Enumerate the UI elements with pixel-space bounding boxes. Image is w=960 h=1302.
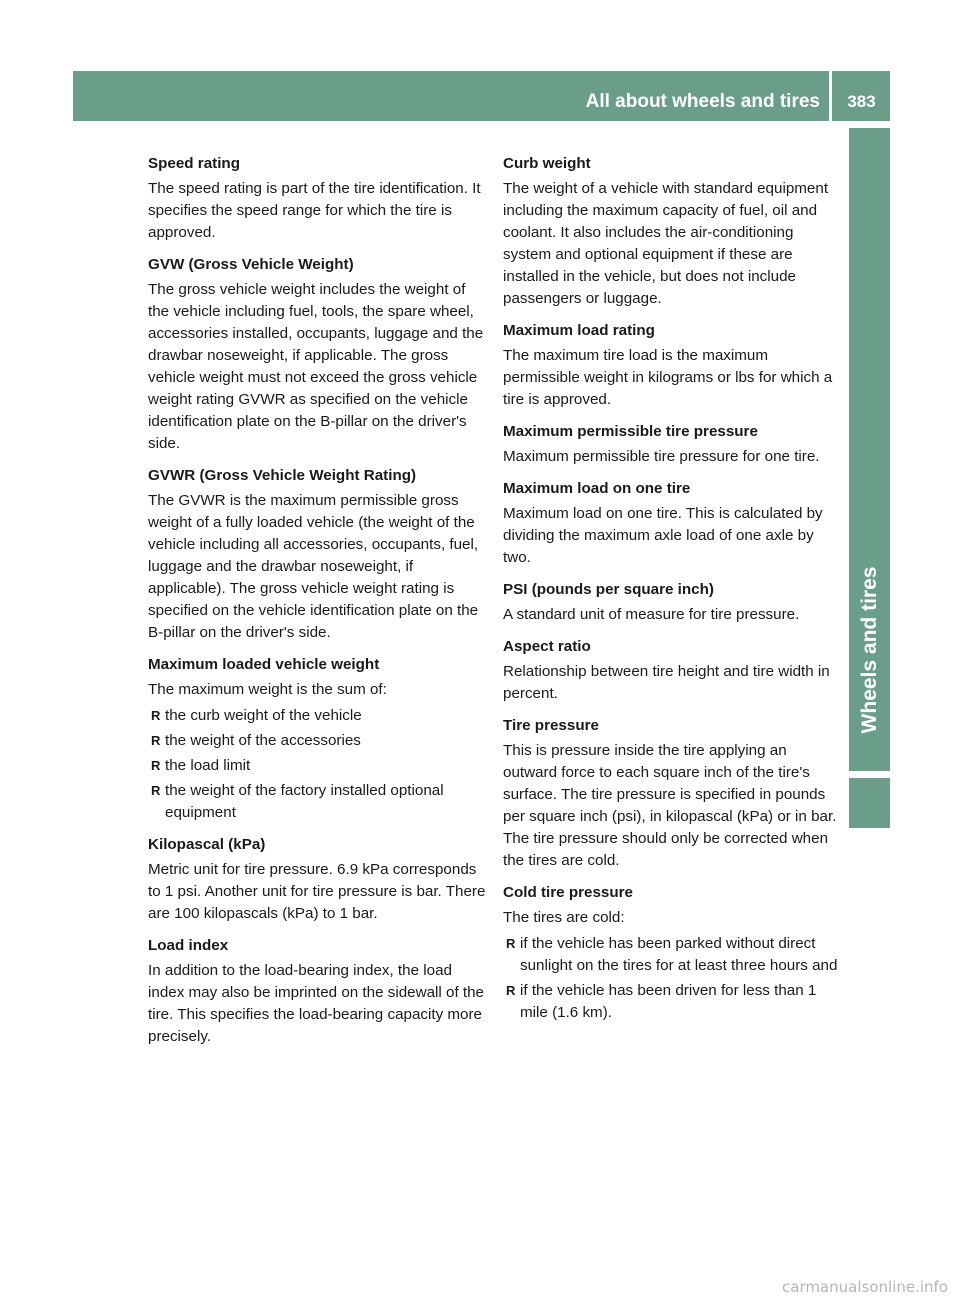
list-item-text: the load limit [165, 757, 251, 774]
glossary-term: Maximum loaded vehicle weight [148, 656, 380, 673]
glossary-term: Speed rating [148, 155, 240, 172]
list-item-text: the weight of the accessories [165, 732, 361, 749]
glossary-entry [148, 654, 486, 824]
glossary-term: Tire pressure [503, 717, 599, 734]
glossary-definition: A standard unit of measure for tire pressure. [503, 606, 800, 623]
list-item [503, 980, 841, 1024]
watermark: carmanualsonline.info [782, 1278, 948, 1296]
glossary-definition: In addition to the load-bearing index, the load index may also be imprinted on the sidewall of the tire. This specifies the load-bearing capacity more precisely. [148, 962, 485, 1045]
list-item [148, 705, 486, 727]
glossary-entry [148, 254, 486, 455]
glossary-definition: The gross vehicle weight includes the weight of the vehicle including fuel, tools, the spare wheel, accessories installed, occupants, luggage and the drawbar noseweight, if applicable. The gross vehicle weight must not exceed the gross vehicle weight rating GVWR as specified on the vehicle identification plate on the B-pillar on the driver's side. [148, 281, 484, 452]
bullet-list [503, 933, 841, 1024]
list-item-text: if the vehicle has been parked without direct sunlight on the tires for at least three hours and [520, 935, 838, 974]
header-divider [829, 71, 832, 121]
glossary-term: Cold tire pressure [503, 884, 633, 901]
bullet-marker: R [151, 733, 161, 748]
list-item-text: if the vehicle has been driven for less than 1 mile (1.6 km). [520, 982, 817, 1021]
glossary-definition: The weight of a vehicle with standard equipment including the maximum capacity of fuel, oil and coolant. It also includes the air-conditioning system and optional equipment if these are installed in the vehicle, but does not include passengers or luggage. [503, 180, 829, 307]
glossary-entry [503, 882, 841, 1024]
glossary-definition: Metric unit for tire pressure. 6.9 kPa corresponds to 1 psi. Another unit for tire pressure is bar. There are 100 kilopascals (kPa) to 1 bar. [148, 861, 486, 922]
side-tab-marker [849, 778, 890, 828]
glossary-term: Maximum load on one tire [503, 480, 691, 497]
glossary-term: Kilopascal (kPa) [148, 836, 266, 853]
glossary-entry [148, 465, 486, 644]
glossary-definition: This is pressure inside the tire applying an outward force to each square inch of the tire's surface. The tire pressure is specified in pounds per square inch (psi), in kilopascal (kPa) or in bar. The tire pressure should only be corrected when the tires are cold. [503, 742, 837, 869]
list-item [148, 730, 486, 752]
glossary-entry [148, 935, 486, 1048]
page-header [73, 71, 890, 121]
glossary-entry [503, 478, 841, 569]
bullet-marker: R [151, 708, 161, 723]
glossary-entry [503, 320, 841, 411]
side-tab-label [849, 540, 890, 760]
glossary-term: PSI (pounds per square inch) [503, 581, 714, 598]
side-tab-text: Wheels and tires [857, 566, 881, 734]
glossary-entry [503, 421, 841, 468]
list-item [503, 933, 841, 977]
glossary-definition: The maximum weight is the sum of: [148, 681, 387, 698]
glossary-entry [503, 636, 841, 705]
glossary-entry [148, 153, 486, 244]
glossary-entry [148, 834, 486, 925]
glossary-definition: Relationship between tire height and tire width in percent. [503, 663, 830, 702]
glossary-term: Maximum permissible tire pressure [503, 423, 758, 440]
glossary-definition: Maximum permissible tire pressure for one tire. [503, 448, 820, 465]
glossary-entry [503, 579, 841, 626]
list-item [148, 755, 486, 777]
glossary-definition: The GVWR is the maximum permissible gross weight of a fully loaded vehicle (the weight of the vehicle including all accessories, occupants, fuel, luggage and the drawbar noseweight, if applicable). The gross vehicle weight rating is specified on the vehicle identification plate on the B-pillar on the driver's side. [148, 492, 479, 641]
glossary-definition: The tires are cold: [503, 909, 625, 926]
glossary-entry [503, 715, 841, 872]
glossary-term: Aspect ratio [503, 638, 591, 655]
glossary-term: Load index [148, 937, 229, 954]
left-column [148, 153, 486, 1058]
glossary-definition: The maximum tire load is the maximum permissible weight in kilograms or lbs for which a tire is approved. [503, 347, 833, 408]
glossary-term: Curb weight [503, 155, 591, 172]
list-item-text: the weight of the factory installed optional equipment [165, 782, 444, 821]
bullet-list [148, 705, 486, 824]
chapter-title: All about wheels and tires [585, 91, 820, 112]
glossary-definition: The speed rating is part of the tire identification. It specifies the speed range for which the tire is approved. [148, 180, 481, 241]
glossary-term: Maximum load rating [503, 322, 655, 339]
list-item-text: the curb weight of the vehicle [165, 707, 362, 724]
glossary-term: GVWR (Gross Vehicle Weight Rating) [148, 467, 417, 484]
bullet-marker: R [151, 783, 161, 798]
right-column [503, 153, 841, 1034]
bullet-marker: R [506, 936, 516, 951]
bullet-marker: R [506, 983, 516, 998]
glossary-definition: Maximum load on one tire. This is calculated by dividing the maximum axle load of one axle by two. [503, 505, 823, 566]
bullet-marker: R [151, 758, 161, 773]
glossary-entry [503, 153, 841, 310]
glossary-term: GVW (Gross Vehicle Weight) [148, 256, 354, 273]
page-number: 383 [847, 92, 876, 111]
list-item [148, 780, 486, 824]
